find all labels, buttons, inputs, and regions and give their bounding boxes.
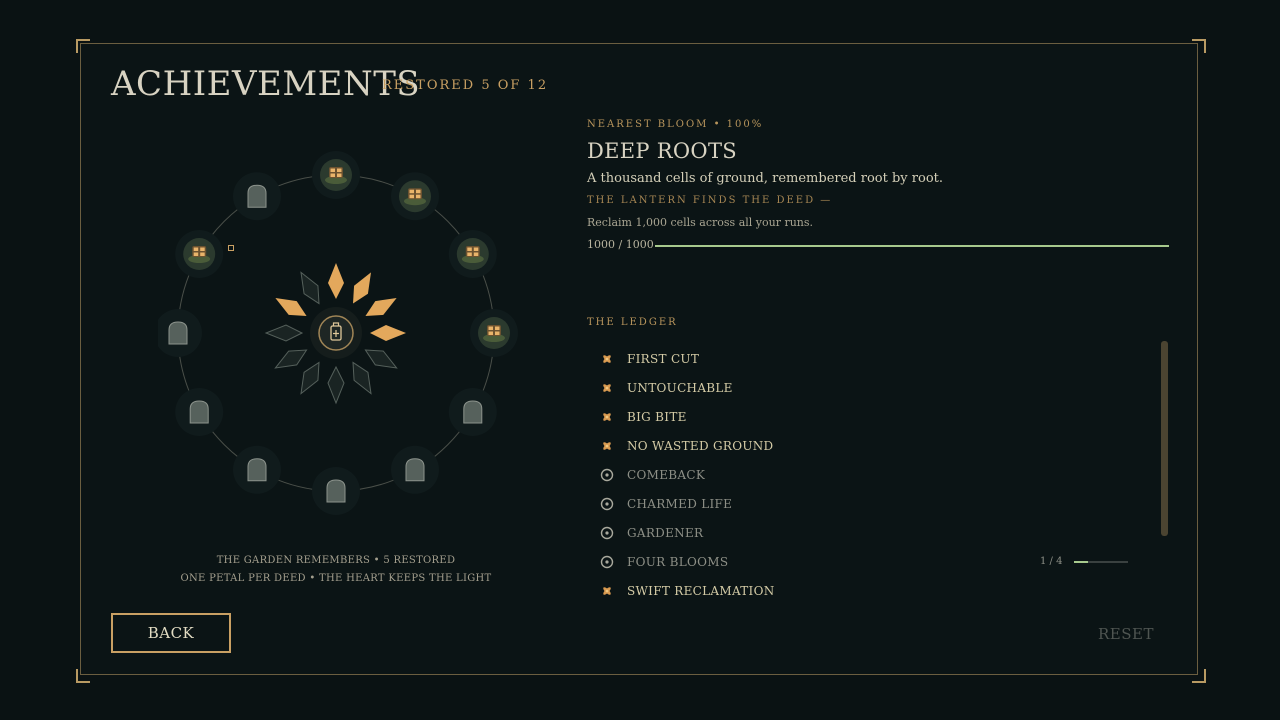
pending-icon	[595, 555, 619, 569]
pending-icon	[595, 468, 619, 482]
ledger-item[interactable]	[595, 460, 1135, 489]
wheel-caption: THE GARDEN REMEMBERS • 5 RESTORED	[216, 555, 456, 566]
petal-dim	[266, 325, 302, 341]
ledger-item-name: GARDENER	[627, 525, 704, 540]
ledger-scrollbar[interactable]	[1161, 341, 1168, 536]
marker-icon	[229, 246, 234, 251]
restored-bloom-node	[175, 230, 223, 278]
bloom-icon	[595, 410, 619, 424]
petal-dim	[328, 367, 344, 403]
ledger-item-name: FOUR BLOOMS	[627, 554, 729, 569]
ledger-item[interactable]	[595, 344, 1135, 373]
ledger-list	[595, 344, 1135, 605]
achievement-progress-text: 1000 / 1000	[587, 238, 654, 251]
ledger-item[interactable]	[595, 489, 1135, 518]
ledger-item-name: FIRST CUT	[627, 351, 700, 366]
pending-icon	[595, 497, 619, 511]
progress-fill	[1074, 561, 1088, 563]
achievement-description: A thousand cells of ground, remembered root by root.	[587, 171, 944, 186]
locked-tombstone-node	[391, 446, 439, 494]
frame-corner	[1192, 669, 1206, 683]
locked-tombstone-node	[158, 309, 202, 357]
ledger-item-name: UNTOUCHABLE	[627, 380, 733, 395]
reset-button[interactable]: RESET	[1090, 620, 1162, 646]
ledger-item-name: NO WASTED GROUND	[627, 438, 774, 453]
page-title: ACHIEVEMENTS	[111, 64, 421, 104]
ledger-item-progress	[1040, 547, 1128, 576]
petal-dim	[294, 358, 326, 397]
petal-lit	[361, 291, 400, 323]
frame-corner	[76, 39, 90, 53]
locked-tombstone-node	[175, 388, 223, 436]
bloom-icon	[595, 352, 619, 366]
achievement-progress-bar	[655, 245, 1169, 247]
ledger-item[interactable]	[595, 402, 1135, 431]
locked-tombstone-node	[312, 467, 360, 515]
petal-lit	[328, 263, 344, 299]
locked-tombstone-node	[449, 388, 497, 436]
bloom-icon	[595, 439, 619, 453]
petal-dim	[361, 343, 400, 375]
ledger-item-name: COMEBACK	[627, 467, 706, 482]
petal-lit	[271, 291, 310, 323]
ledger-item[interactable]	[595, 576, 1135, 605]
ledger-item-name: CHARMED LIFE	[627, 496, 733, 511]
ledger-item-name: SWIFT RECLAMATION	[627, 583, 775, 598]
achievement-wheel	[158, 150, 518, 520]
petal-dim	[271, 343, 310, 375]
ledger-item-name: BIG BITE	[627, 409, 687, 424]
ledger-item[interactable]	[595, 373, 1135, 402]
nearest-bloom-label: NEAREST BLOOM • 100%	[587, 119, 764, 130]
ledger-item[interactable]	[595, 547, 1135, 576]
ledger-item-progress-bar	[1074, 561, 1128, 563]
wheel-subcaption: ONE PETAL PER DEED • THE HEART KEEPS THE LIGHT	[180, 573, 492, 584]
petal-dim	[294, 268, 326, 307]
locked-tombstone-node	[233, 446, 281, 494]
frame-corner	[1192, 39, 1206, 53]
ledger-label: THE LEDGER	[587, 317, 678, 328]
restored-count: RESTORED 5 OF 12	[382, 78, 549, 93]
bloom-icon	[595, 584, 619, 598]
ledger-item-progress-text: 1 / 4	[1040, 556, 1063, 567]
petal-lit	[346, 268, 378, 307]
progress-fill	[655, 245, 1169, 247]
petal-lit	[370, 325, 406, 341]
bloom-icon	[595, 381, 619, 395]
restored-bloom-node	[470, 309, 518, 357]
restored-bloom-node	[449, 230, 497, 278]
frame-corner	[76, 669, 90, 683]
locked-tombstone-node	[233, 172, 281, 220]
pending-icon	[595, 526, 619, 540]
achievement-flavor: THE LANTERN FINDS THE DEED —	[587, 195, 833, 206]
petal-dim	[346, 358, 378, 397]
restored-bloom-node	[312, 151, 360, 199]
restored-bloom-node	[391, 172, 439, 220]
ledger-item[interactable]	[595, 431, 1135, 460]
back-button[interactable]: BACK	[111, 613, 231, 653]
ledger-item[interactable]	[595, 518, 1135, 547]
achievement-requirement: Reclaim 1,000 cells across all your runs.	[587, 216, 814, 229]
achievement-title: DEEP ROOTS	[587, 139, 737, 163]
